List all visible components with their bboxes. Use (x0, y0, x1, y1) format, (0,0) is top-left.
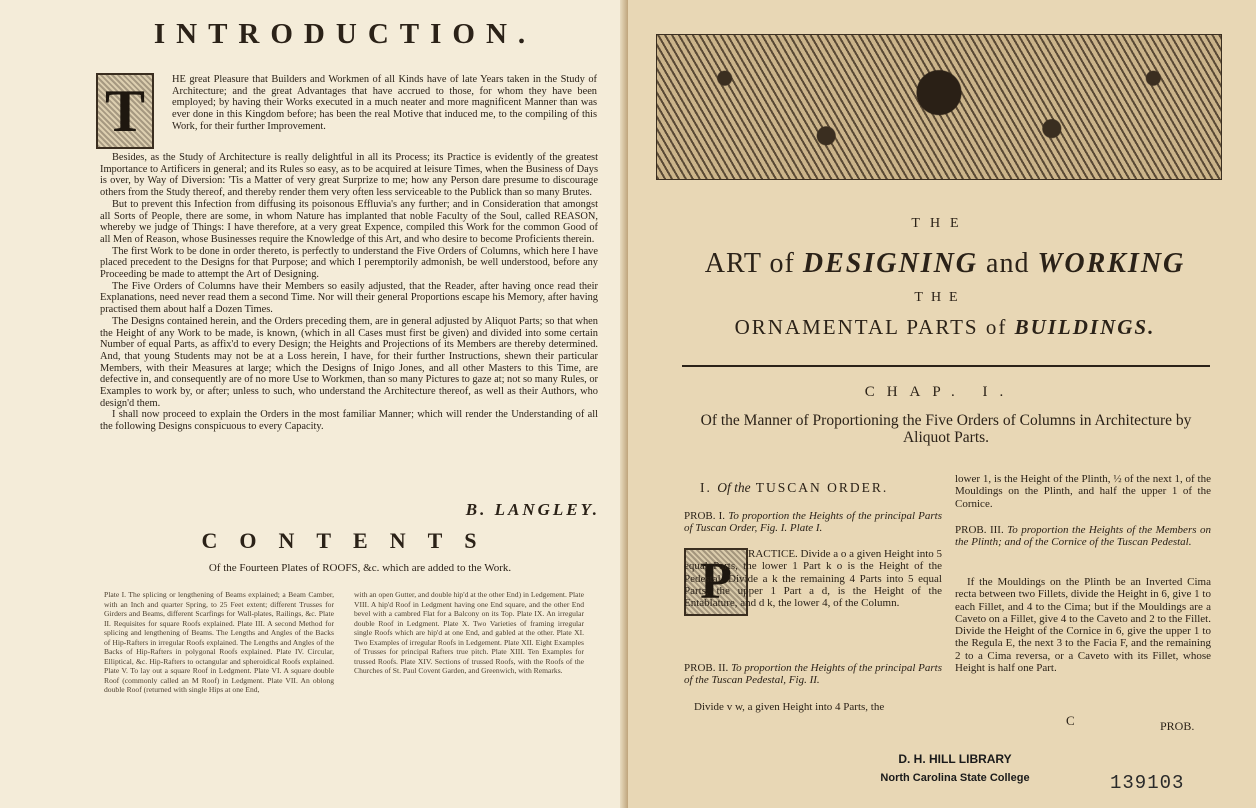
title-rule (682, 365, 1210, 367)
prob-2 (684, 662, 942, 687)
title-buildings: BUILDINGS. (1014, 315, 1156, 339)
divide-vw-line: Divide v w, a given Height into 4 Parts, the (694, 701, 885, 713)
library-stamp-name: D. H. HILL LIBRARY (898, 752, 1012, 766)
decorated-initial-t (96, 73, 154, 149)
title-designing: DESIGNING (802, 248, 979, 279)
prob-3 (955, 524, 1211, 549)
prob-1 (684, 510, 942, 535)
library-stamp-college: North Carolina State College (880, 772, 1030, 784)
prob-3-text: To proportion the Heights of the Members on the Plinth; and of the Cornice of the Tuscan Pedestal. (955, 524, 1211, 549)
author-signature: B. LANGLEY. (465, 500, 600, 519)
intro-paragraph: Besides, as the Study of Architecture is really delightful in all its Process; its Practice is evidently of the greatest Importance to Artificers in general; and its Rules so easy, as to be acquired at leisure Times, when the Business of Days is over, by Way of Diversion: 'Tis a Matter of very great Surprize to me; how any Person dare presume to discourage others from the Study thereof, and thereby render them very often less serviceable to the Publick than so many Brutes. (100, 152, 598, 199)
title-the-1: THE (911, 216, 969, 231)
prob-1-label: PROB. I. (684, 510, 726, 522)
tuscan-order-heading (700, 480, 950, 496)
engraved-headpiece-ornament (656, 34, 1222, 180)
catchword: PROB. (1160, 719, 1195, 733)
mouldings-paragraph: If the Mouldings on the Plinth be an Inverted Cima recta between two Fillets, divide the Height in 6, give 1 to each Fillet, and 4 to the Cima; but if the Mouldings are a Caveto on a Fillet, give 4 to the Caveto and 2 to the Fillet. Divide the Height of the Cornice in 6, give the upper 1 to the Regula E, the next 3 to the Facia F, and the remaining 2 to a Cima reversa, or a Caveto with its Fillet, whose Height is half one Part. (955, 576, 1211, 675)
title-part: ART of (704, 248, 803, 279)
prob-2-label: PROB. II. (684, 662, 729, 674)
chapter-subtitle: Of the Manner of Proportioning the Five Orders of Columns in Architecture by Aliquot Parts. (700, 412, 1192, 446)
practice-paragraph: RACTICE. Divide a o a given Height into 5 equal Parts, the lower 1 Part k o is the Height of the Pedestal. Divide a k the remaining 4 Parts into 5 equal Parts, the upper 1 Part a d, is the Height of the Entablature, and d k, the lower 4, of the Column. (684, 548, 942, 610)
intro-paragraph: But to prevent this Infection from diffusing its poisonous Effluvia's any further; and in Consideration that amongst all Sorts of People, there are some, in whom Nature has implanted that noble Faculty of the Soul, called REASON, whereby we judge of Things: I have therefore, at a very great Expence, compiled this Work for the common Good of all Men of Reason, whose Businesses require the Knowledge of this Art, and who desire to become Proficients therein. (100, 198, 598, 245)
intro-paragraph: The Designs contained herein, and the Orders preceding them, are in general adjusted by Aliquot Parts; so that when the Height of any Work to be made, is known, (which in all Cases must first be given) and divided into some certain Number of equal Parts, as affix'd to every Design; the Heights and Projections of its Members are thereby determined. And, that young Students may not be at a Loss herein, I have, for their further Instructions, shewn their particular Members, with their Measures at large; which the Designs of Inigo Jones, and all other Masters to this Time, are defective in, and consequently are of no more Use to Workmen, than so many Pictures to gaze at; not so many Rules, or Examples to work by, or after; unless to such, who understand the Architecture thereof, as well as their Authors, who design'd them. (100, 315, 598, 409)
plinth-paragraph: lower 1, is the Height of the Plinth, ½ of the next 1, of the Mouldings on the Plinth, and half the upper 1 of the Cornice. (955, 473, 1211, 510)
title-part: and (978, 248, 1038, 279)
plates-list-left: Plate I. The splicing or lengthening of Beams explained; a Beam Camber, with an Inch and quarter Spring, to 25 Feet extent; different Trusses for Girders and Beams, different Scarfings for Wall-plates, Railings, &c. Plate II. Requisites for square Roofs explained. Plate III. A second Method for splicing and lengthening of Beams. The Lengths and Angles of the Backs of Hip-Rafters in irregular Roofs explained. The Lengths and Angles of the Backs of Hip-Rafters in polygonal Roofs explained. Plate IV. Circular, Elliptical, &c. Hip-Rafters to octangular and spheroidical Roofs explained. Plate V. To lay out a square Roof in Ledgment. Plate VI. A square double Roof (commonly called an M Roof) in Ledgment. Plate VII. An oblong double Roof (returned with single Hips at one End, (104, 590, 334, 694)
contents-title: CONTENTS (201, 528, 499, 553)
prob-3-label: PROB. III. (955, 524, 1004, 536)
intro-first-paragraph: HE great Pleasure that Builders and Workmen of all Kinds have of late Years taken in the Study of Architecture; and the great Advantages that have accrued to those, for whom they have been employed; by having their Works executed in a much neater and more magnificent Manner than was ever done in this Kingdom before; has been the real Motive that induced me, to the compiling of this Work, for their further Improvement. (172, 74, 597, 132)
intro-paragraph: The Five Orders of Columns have their Members so easily adjusted, that the Reader, after having once read their Explanations, need never read them a second Time. Nor will their general Proportions escape his Memory, after having practised them about half a Dozen Times. (100, 280, 598, 316)
order-name: TUSCAN ORDER. (750, 480, 889, 495)
plates-list-right: with an open Gutter, and double hip'd at the other End) in Ledgement. Plate VIII. A hip'd Roof in Ledgment having one End square, and the other End bevel with a cambred Flat for a Balcony on its Top. Plate IX. An irregular double Roof in Ledgment. Plate X. Two Varieties of framing irregular single Roofs which are hip'd at one End, and gabled at the other. Plate XI. Two Examples of irregular Roofs in Ledgement. Plate XII. Eight Examples of Trusses for principal Rafters true pitch. Plate XIII. Ten Examples for trussed Roofs. Plate XIV. Sections of trussed Roofs, with the Roofs of the Churches of St. Paul Covent Garden, and Greenwich, with Remarks. (354, 590, 584, 675)
intro-paragraphs (100, 152, 598, 433)
prob-2-text: To proportion the Heights of the principal Parts of the Tuscan Pedestal, Fig. II. (684, 662, 943, 687)
order-of: Of the (717, 480, 751, 495)
title-working: WORKING (1037, 248, 1186, 279)
dropcap-letter: P (686, 550, 746, 614)
introduction-title: INTRODUCTION. (153, 18, 537, 50)
prob-1-text: To proportion the Heights of the principal Parts of Tuscan Order, Fig. I. Plate I. (684, 510, 942, 535)
order-number: I. (700, 480, 718, 495)
signature-mark: C (1066, 713, 1075, 728)
intro-paragraph: The first Work to be done in order thereto, is perfectly to understand the Five Orders of Columns, which here I have placed precedent to the Designs for that Purpose; and which I peremptorily admonish, be well understood, before any Proceeding be made to attempt the Art of Designing. (100, 245, 598, 281)
contents-subtitle: Of the Fourteen Plates of ROOFS, &c. which are added to the Work. (208, 562, 512, 574)
title-the-2: THE (914, 290, 966, 305)
title-ornamental-parts (670, 315, 1220, 340)
dropcap-letter: T (98, 75, 152, 147)
accession-number: 139103 (1110, 772, 1185, 794)
book-title (670, 248, 1220, 280)
chapter-heading: CHAP. I. (864, 384, 1016, 400)
title-part: ORNAMENTAL PARTS of (734, 315, 1015, 339)
intro-paragraph: I shall now proceed to explain the Orders in the most familiar Manner; which will render the Understanding of all the following Designs conspicuous to every Capacity. (100, 409, 598, 433)
